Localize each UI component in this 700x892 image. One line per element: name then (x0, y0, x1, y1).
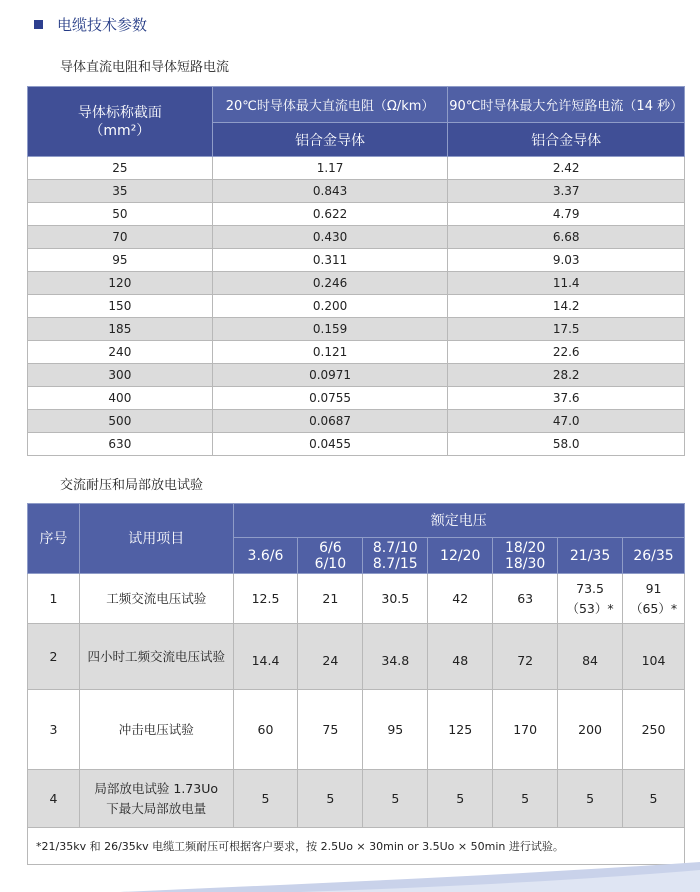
table-cell: 0.430 (212, 226, 448, 249)
voltage-header-line: 6/6 (319, 539, 342, 556)
cell-value: 5 (326, 790, 335, 806)
table-cell (428, 624, 493, 690)
table-cell (493, 770, 558, 828)
table-cell (363, 574, 428, 624)
test-item (79, 690, 233, 770)
voltage-header-line: 6/10 (314, 555, 347, 572)
table-cell: 0.159 (212, 318, 448, 341)
cell-value: 5 (521, 790, 530, 806)
table-cell (428, 690, 493, 770)
table-cell (623, 624, 685, 690)
table-cell: 0.200 (212, 295, 448, 318)
table-cell: 630 (28, 433, 213, 456)
col-subheader-resistance: 铝合金导体 (212, 123, 448, 157)
table-row (28, 249, 685, 272)
cell-value: 72 (517, 653, 534, 668)
table-row (28, 574, 685, 624)
table-cell: 22.6 (448, 341, 685, 364)
table-cell (298, 624, 363, 690)
table-cell: 0.121 (212, 341, 448, 364)
cell-value: 200 (578, 721, 602, 737)
voltage-header (363, 538, 428, 574)
voltage-header-line: 3.6/6 (247, 547, 284, 564)
cell-value: 63 (517, 590, 534, 606)
test-item-line: 冲击电压试验 (118, 721, 194, 737)
table-cell: 4.79 (448, 203, 685, 226)
col-header-cross-section-unit: （mm²） (89, 122, 151, 139)
cell-value: 84 (582, 653, 599, 668)
table-cell: 11.4 (448, 272, 685, 295)
table-cell: 95 (28, 249, 213, 272)
table-cell: 185 (28, 318, 213, 341)
cell-value: 170 (513, 721, 538, 737)
table-cell: 0.311 (212, 249, 448, 272)
test-item-line: 局部放电试验 1.73Uo (94, 780, 218, 796)
table-cell: 47.0 (448, 410, 685, 433)
table-row (28, 226, 685, 249)
table-row (28, 387, 685, 410)
cell-value: 125 (448, 721, 473, 737)
section-title-text: 电缆技术参数 (57, 16, 148, 34)
row-number: 1 (28, 574, 80, 624)
bullet-square-icon (34, 20, 43, 29)
voltage-header (623, 538, 685, 574)
table-cell (493, 574, 558, 624)
table-cell (558, 574, 623, 624)
table-cell (623, 690, 685, 770)
voltage-header-line: 18/20 (504, 539, 546, 556)
cell-value: 48 (452, 653, 469, 668)
col-subheader-short-circuit: 铝合金导体 (448, 123, 685, 157)
table-cell: 28.2 (448, 364, 685, 387)
cell-value: 5 (456, 790, 465, 806)
table-row (28, 272, 685, 295)
table-row (28, 180, 685, 203)
test-item-line: 四小时工频交流电压试验 (87, 648, 225, 664)
cell-value: 5 (649, 790, 658, 806)
section-title (34, 14, 147, 35)
table-cell: 300 (28, 364, 213, 387)
table-cell (363, 690, 428, 770)
test-item (79, 574, 233, 624)
cell-value: 95 (387, 721, 404, 737)
cell-value: （53）* (566, 600, 614, 616)
voltage-header (493, 538, 558, 574)
col-header-no: 序号 (28, 504, 80, 574)
table-cell (428, 770, 493, 828)
cell-value: 104 (641, 653, 666, 668)
voltage-header-line: 26/35 (633, 547, 674, 564)
table-cell: 0.246 (212, 272, 448, 295)
row-number: 2 (28, 624, 80, 690)
table-cell (363, 770, 428, 828)
voltage-test-table (27, 503, 685, 865)
table-row (28, 295, 685, 318)
table-cell (623, 770, 685, 828)
table-row (28, 410, 685, 433)
test-item (79, 624, 233, 690)
table-cell: 0.0455 (212, 433, 448, 456)
table-row (28, 341, 685, 364)
table-cell (298, 770, 363, 828)
table-cell (298, 690, 363, 770)
table-cell: 0.622 (212, 203, 448, 226)
col-header-cross-section (28, 87, 213, 157)
table-cell: 240 (28, 341, 213, 364)
table-cell: 3.37 (448, 180, 685, 203)
voltage-header-line: 18/30 (504, 555, 546, 572)
cell-value: 5 (586, 790, 595, 806)
cell-value: 5 (391, 790, 400, 806)
cell-value: 5 (261, 790, 270, 806)
decorative-wave (0, 862, 700, 892)
col-header-short-circuit: 90℃时导体最大允许短路电流（14 秒） (448, 87, 685, 123)
cell-value: 75 (322, 721, 339, 737)
cell-value: （65）* (629, 600, 678, 616)
cell-value: 42 (452, 590, 469, 606)
table-cell: 35 (28, 180, 213, 203)
table-cell: 0.843 (212, 180, 448, 203)
col-header-cross-section-label: 导体标称截面 (77, 104, 162, 121)
table-cell (623, 574, 685, 624)
table-cell (558, 770, 623, 828)
table-cell: 0.0971 (212, 364, 448, 387)
table-cell: 120 (28, 272, 213, 295)
table-row (28, 203, 685, 226)
cell-value: 30.5 (381, 590, 410, 606)
table-cell: 6.68 (448, 226, 685, 249)
col-header-rated-voltage: 额定电压 (233, 504, 684, 538)
voltage-header (558, 538, 623, 574)
cell-value: 14.4 (251, 653, 280, 668)
table-row (28, 624, 685, 690)
footnote: *21/35kv 和 26/35kv 电缆工频耐压可根据客户要求，按 2.5Uo × 30min or 3.5Uo × 50min 进行试验。 (28, 828, 685, 865)
voltage-header-line: 8.7/15 (372, 555, 418, 572)
resistance-current-table (27, 86, 685, 456)
voltage-header (428, 538, 493, 574)
table2-caption: 交流耐压和局部放电试验 (60, 478, 204, 493)
table-cell: 50 (28, 203, 213, 226)
table-cell: 0.0755 (212, 387, 448, 410)
table-cell (233, 770, 298, 828)
col-header-item: 试用项目 (79, 504, 233, 574)
table-cell (233, 624, 298, 690)
footnote-row (28, 828, 685, 865)
voltage-header-line: 12/20 (440, 547, 481, 564)
row-number: 3 (28, 690, 80, 770)
voltage-header (233, 538, 298, 574)
col-header-resistance: 20℃时导体最大直流电阻（Ω/km） (212, 87, 448, 123)
table-cell (233, 690, 298, 770)
table-cell: 2.42 (448, 157, 685, 180)
table-row (28, 318, 685, 341)
table-cell: 58.0 (448, 433, 685, 456)
table-row (28, 364, 685, 387)
table-cell: 1.17 (212, 157, 448, 180)
test-item (79, 770, 233, 828)
table-row (28, 770, 685, 828)
table-cell (493, 624, 558, 690)
table-cell: 17.5 (448, 318, 685, 341)
cell-value: 250 (641, 721, 666, 737)
table-cell: 37.6 (448, 387, 685, 410)
cell-value: 91 (645, 580, 662, 596)
table-cell (558, 690, 623, 770)
cell-value: 12.5 (251, 590, 280, 606)
row-number: 4 (28, 770, 80, 828)
table-row (28, 690, 685, 770)
voltage-header-line: 21/35 (569, 547, 611, 564)
table-cell: 9.03 (448, 249, 685, 272)
table-cell (363, 624, 428, 690)
cell-value: 60 (257, 721, 274, 737)
voltage-header-line: 8.7/10 (372, 539, 418, 556)
table-cell (298, 574, 363, 624)
table1-caption: 导体直流电阻和导体短路电流 (60, 60, 230, 75)
voltage-header (298, 538, 363, 574)
cell-value: 21 (322, 590, 339, 606)
table-cell (233, 574, 298, 624)
cell-value: 73.5 (576, 580, 604, 596)
test-item-line: 下最大局部放电量 (106, 800, 207, 816)
cell-value: 34.8 (381, 653, 410, 668)
table-cell: 400 (28, 387, 213, 410)
table-row (28, 157, 685, 180)
table-cell: 25 (28, 157, 213, 180)
table-cell: 14.2 (448, 295, 685, 318)
table-cell (493, 690, 558, 770)
table-cell: 0.0687 (212, 410, 448, 433)
table-cell: 500 (28, 410, 213, 433)
test-item-line: 工频交流电压试验 (106, 590, 207, 606)
table-cell: 150 (28, 295, 213, 318)
table-cell (428, 574, 493, 624)
table-row (28, 433, 685, 456)
cell-value: 24 (322, 653, 339, 668)
table-cell: 70 (28, 226, 213, 249)
table-cell (558, 624, 623, 690)
